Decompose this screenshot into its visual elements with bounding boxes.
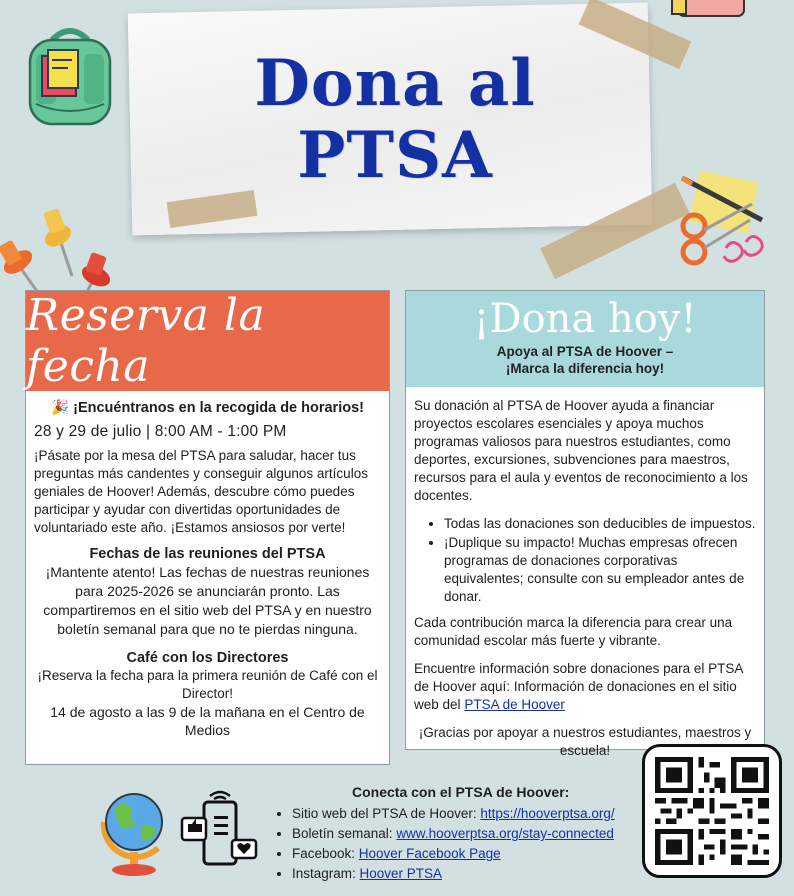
donate-card: [405, 290, 765, 758]
save-the-date-header: [26, 291, 389, 391]
donate-intro: Su donación al PTSA de Hoover ayuda a financiar proyectos escolares esenciales y apoya muchos programas valiosos para nuestros estudiantes, como deportes, excursiones, subvenciones para maestros, recursos para el aula y eventos de reconocimiento a los docentes.: [414, 398, 748, 503]
save-the-date-card: [25, 290, 390, 765]
event-dates: 28 y 29 de julio | 8:00 AM - 1:00 PM: [34, 423, 287, 440]
event-description: ¡Pásate por la mesa del PTSA para saludar, hacer tus preguntas más candentes y conseguir algunos artículos geniales de Hoover! Además, descubre cómo puedes participar y ayudar con divertidas oportunidades de voluntariado este año. ¡Estamos ansiosos por verte!: [34, 448, 368, 535]
instagram-link[interactable]: Hoover PTSA: [359, 866, 443, 881]
list-item: • Todas las donaciones son deducibles de impuestos.: [444, 515, 756, 533]
donate-subtitle-1: Apoya al PTSA de Hoover –: [496, 344, 674, 359]
donate-header: [406, 291, 764, 387]
meetings-text: ¡Mantente atento! Las fechas de nuestras reuniones para 2025-2026 se anunciarán pronto. Las compartiremos en el sitio web del PTSA y en nuestro boletín semanal para que no te pierdas ninguna.: [43, 564, 372, 637]
footer-links: [274, 804, 615, 884]
schedule-pickup-heading: 🎉 ¡Encuéntranos en la recogida de horarios!: [51, 400, 364, 416]
page-title: Dona al PTSA: [254, 46, 536, 193]
scissors-icon: [664, 168, 774, 268]
save-the-date-title: Reserva la fecha: [26, 290, 266, 392]
social-media-phone-icon: [180, 790, 258, 872]
globe-icon: [96, 782, 174, 878]
list-item: • Instagram: Hoover PTSA: [292, 864, 615, 884]
party-popper-icon: 🎉: [51, 400, 70, 416]
donate-title: ¡Dona hoy!: [473, 296, 697, 342]
meetings-heading: Fechas de las reuniones del PTSA: [89, 546, 326, 562]
cafe-date: 14 de agosto a las 9 de la mañana en el Centro de Medios: [50, 704, 365, 738]
list-item: • Boletín semanal: www.hooverptsa.org/stay-connected: [292, 824, 615, 844]
donate-subtitle-2: ¡Marca la diferencia hoy!: [505, 361, 665, 376]
list-item: • Sitio web del PTSA de Hoover: https://hooverptsa.org/: [292, 804, 615, 824]
eraser-icon: [668, 0, 748, 20]
contribution-text: Cada contribución marca la diferencia para crear una comunidad escolar más fuerte y vibrante.: [414, 615, 733, 648]
qr-code[interactable]: [642, 744, 782, 878]
cafe-text: ¡Reserva la fecha para la primera reunión de Café con el Director!: [37, 668, 378, 701]
footer-title: Conecta con el PTSA de Hoover:: [352, 784, 570, 800]
donate-bullets: [444, 515, 756, 606]
qr-code-icon: [655, 757, 769, 865]
website-link[interactable]: https://hooverptsa.org/: [480, 806, 615, 821]
list-item: • ¡Duplique su impacto! Muchas empresas ofrecen programas de donaciones corporativas equivalentes; consulte con su empleador antes de donar.: [444, 534, 756, 606]
donation-info: Encuentre información sobre donaciones para el PTSA de Hoover aquí: Información de donaciones en el sitio web del PTSA de Hoover: [414, 661, 743, 712]
backpack-icon: [22, 26, 118, 126]
cafe-heading: Café con los Directores: [126, 650, 289, 666]
thanks-text: ¡Gracias por apoyar a nuestros estudiantes, maestros y escuela!: [418, 725, 752, 758]
facebook-link[interactable]: Hoover Facebook Page: [358, 846, 501, 861]
ptsa-hoover-link[interactable]: PTSA de Hoover: [464, 697, 565, 712]
newsletter-link[interactable]: www.hooverptsa.org/stay-connected: [396, 826, 614, 841]
list-item: • Facebook: Hoover Facebook Page: [292, 844, 615, 864]
